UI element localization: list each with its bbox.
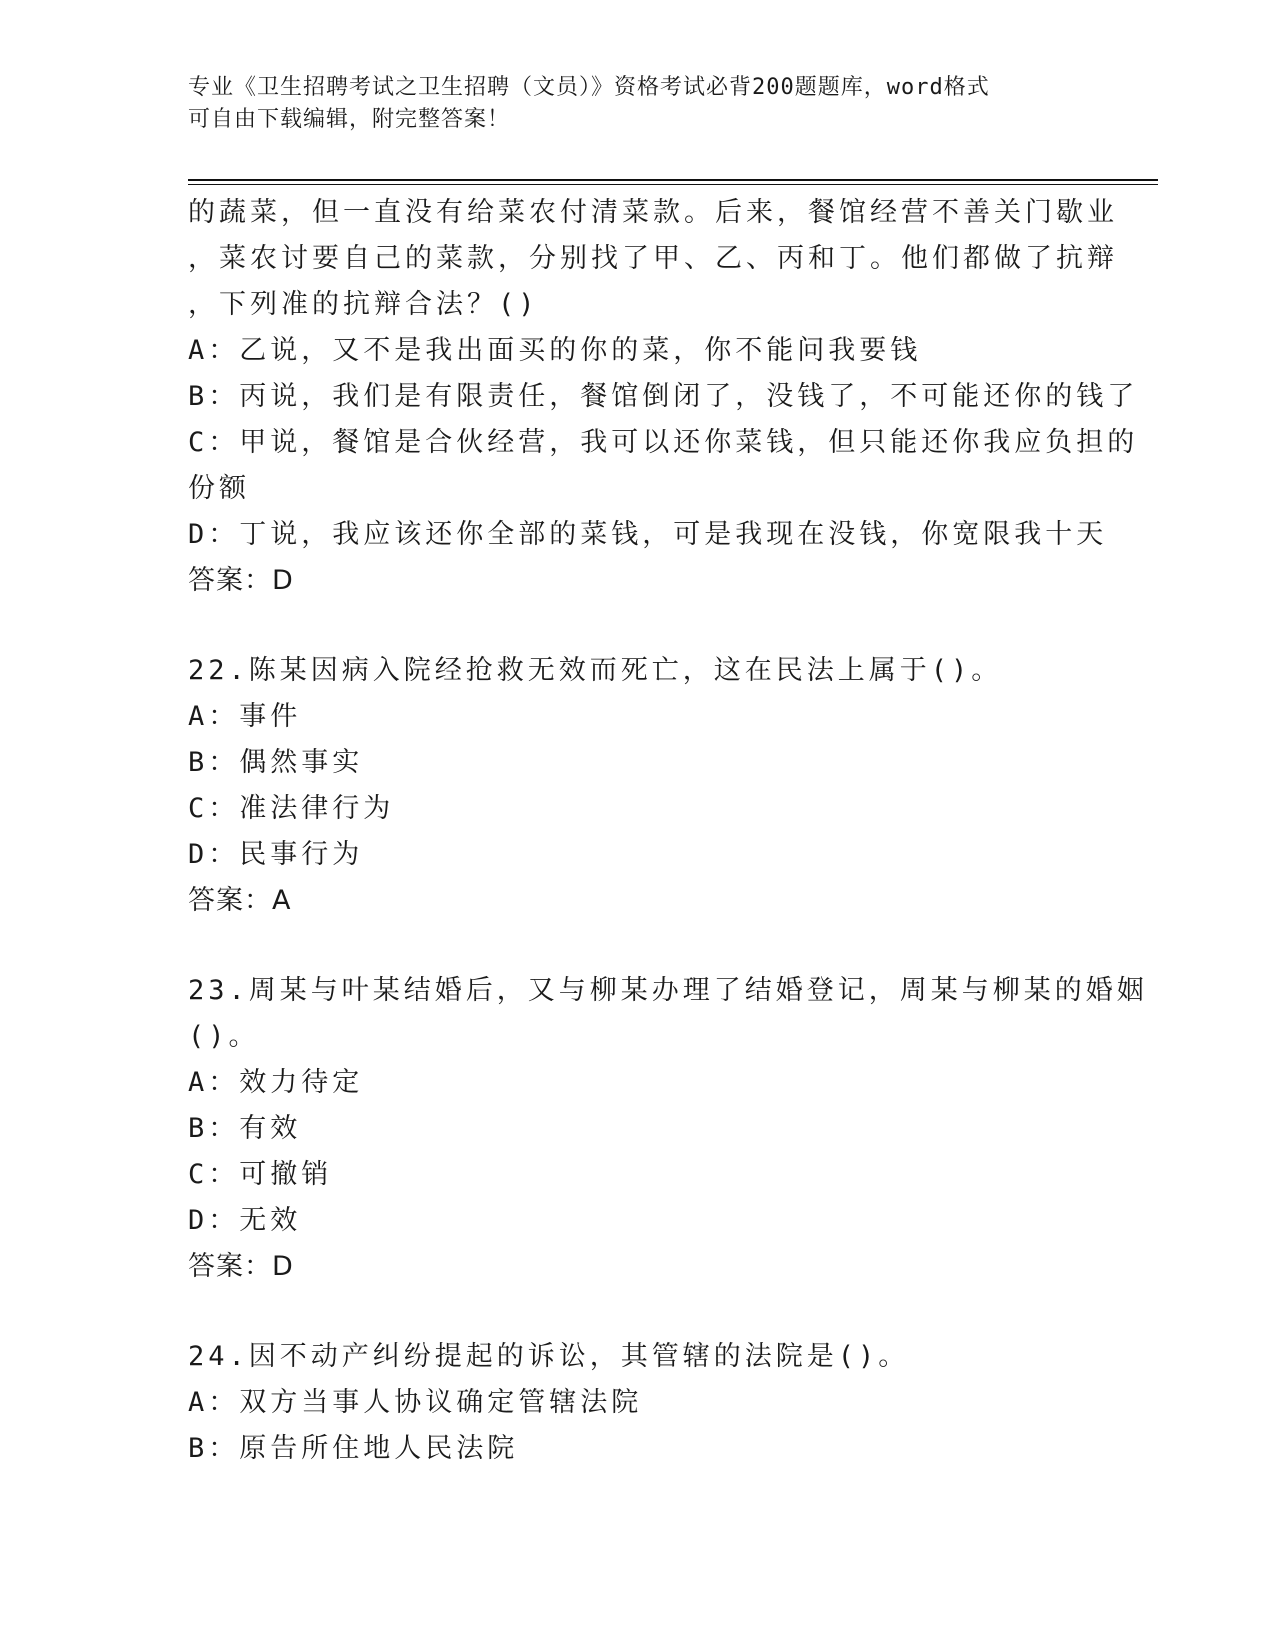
question-stem-line: 的蔬菜，但一直没有给菜农付清菜款。后来，餐馆经营不善关门歇业 [188,197,1118,228]
answer-label: 答案：D [188,565,294,596]
header-divider-thin [188,184,1158,185]
question-stem-line: ，下列准的抗辩合法？() [188,289,539,320]
document-header [188,72,1088,136]
option-c-continued: 份额 [188,473,250,504]
question-stem-line: ，菜农讨要自己的菜款，分别找了甲、乙、丙和丁。他们都做了抗辩 [188,243,1118,274]
question-24 [188,1334,1088,1472]
question-21 [188,190,1139,604]
option-c: C：可撤销 [188,1159,333,1190]
option-b: B：有效 [188,1113,302,1144]
header-title-line1: 专业《卫生招聘考试之卫生招聘（文员）》资格考试必背200题题库，word格式 [188,75,990,100]
question-spacer [188,1290,1088,1334]
option-d: D：无效 [188,1205,302,1236]
question-spacer [188,604,1088,648]
option-b: B：原告所住地人民法院 [188,1433,519,1464]
question-stem: 24.因不动产纠纷提起的诉讼，其管辖的法院是()。 [188,1341,910,1372]
option-b: B：丙说，我们是有限责任，餐馆倒闭了，没钱了，不可能还你的钱了 [188,381,1139,412]
question-list [188,190,1148,1472]
option-c: C：甲说，餐馆是合伙经营，我可以还你菜钱，但只能还你我应负担的 [188,427,1139,458]
option-a: A：双方当事人协议确定管辖法院 [188,1387,643,1418]
option-a: A：事件 [188,701,302,732]
option-b: B：偶然事实 [188,747,364,778]
option-d: D：民事行为 [188,839,364,870]
header-title-line2: 可自由下载编辑，附完整答案！ [188,107,511,132]
answer-label: 答案：A [188,885,292,916]
question-stem-line: ()。 [188,1021,260,1052]
question-23 [188,968,1148,1290]
question-22 [188,648,1088,924]
option-a: A：乙说，又不是我出面买的你的菜，你不能问我要钱 [188,335,922,366]
option-d: D：丁说，我应该还你全部的菜钱，可是我现在没钱，你宽限我十天 [188,519,1108,550]
header-divider-thick [188,179,1158,181]
question-stem: 22.陈某因病入院经抢救无效而死亡，这在民法上属于()。 [188,655,1003,686]
question-stem-line: 23.周某与叶某结婚后，又与柳某办理了结婚登记，周某与柳某的婚姻 [188,975,1148,1006]
option-a: A：效力待定 [188,1067,364,1098]
option-c: C：准法律行为 [188,793,395,824]
question-spacer [188,924,1088,968]
answer-label: 答案：D [188,1251,294,1282]
